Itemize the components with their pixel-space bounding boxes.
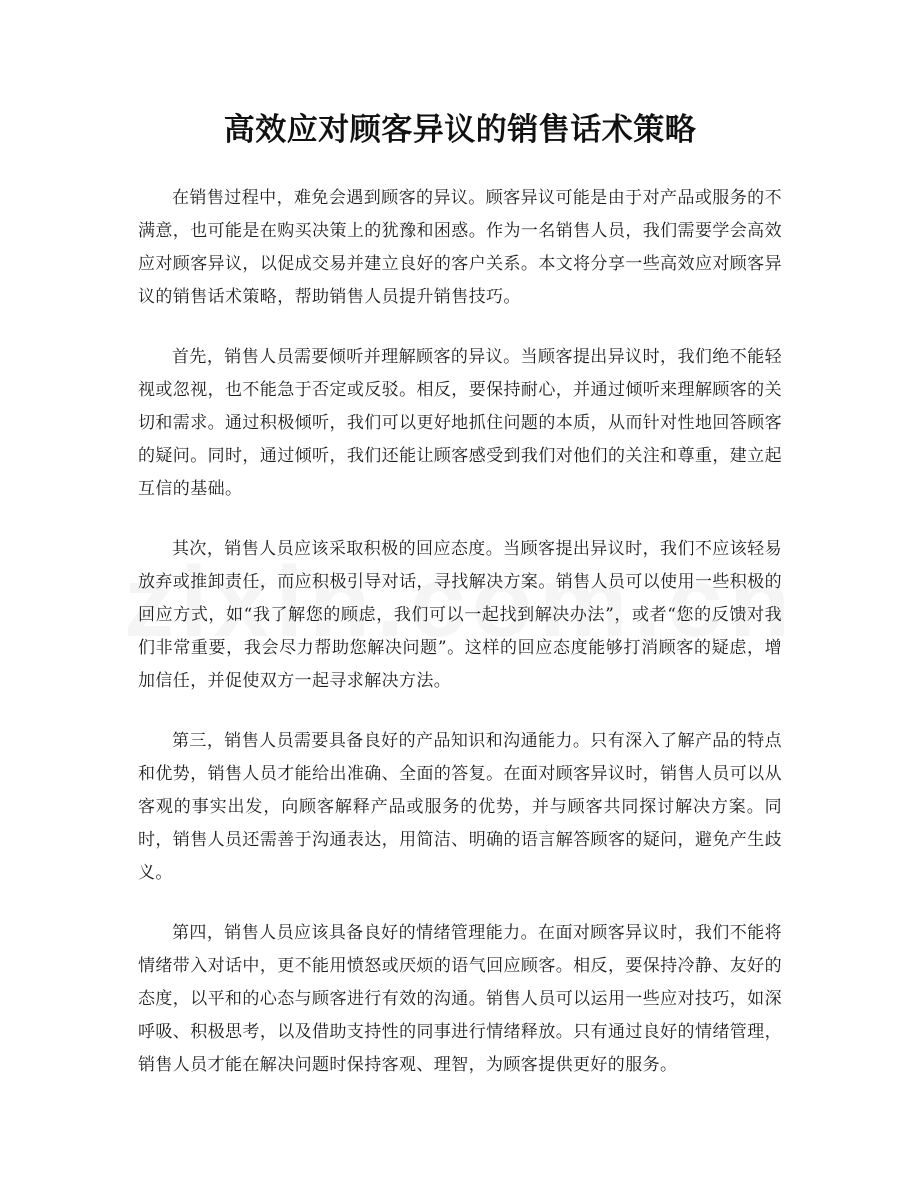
paragraph-fourth: 第四，销售人员应该具备良好的情绪管理能力。在面对顾客异议时，我们不能将情绪带入对话中，更不能用愤怒或厌烦的语气回应顾客。相反，要保持冷静、友好的态度，以平和的心态与顾客进行有效的沟通。销售人员可以运用一些应对技巧，如深呼吸、积极思考，以及借助支持性的同事进行情绪释放。只有通过良好的情绪管理，销售人员才能在解决问题时保持客观、理智，为顾客提供更好的服务。 <box>138 923 782 1075</box>
document-title: 高效应对顾客异议的销售话术策略 <box>223 112 697 148</box>
paragraph-second: 其次，销售人员应该采取积极的回应态度。当顾客提出异议时，我们不应该轻易放弃或推卸责任，而应积极引导对话，寻找解决方案。销售人员可以使用一些积极的回应方式，如“我了解您的顾虑，我们可以一起找到解决办法”，或者“您的反馈对我们非常重要，我会尽力帮助您解决问题”。这样的回应态度能够打消顾客的疑虑，增加信任，并促使双方一起寻求解决方法。 <box>138 539 782 691</box>
document-body <box>138 182 782 1109</box>
paragraph-third: 第三，销售人员需要具备良好的产品知识和沟通能力。只有深入了解产品的特点和优势，销售人员才能给出准确、全面的答复。在面对顾客异议时，销售人员可以从客观的事实出发，向顾客解释产品或服务的优势，并与顾客共同探讨解决方案。同时，销售人员还需善于沟通表达，用简洁、明确的语言解答顾客的疑问，避免产生歧义。 <box>138 731 782 883</box>
paragraph-first: 首先，销售人员需要倾听并理解顾客的异议。当顾客提出异议时，我们绝不能轻视或忽视，也不能急于否定或反驳。相反，要保持耐心，并通过倾听来理解顾客的关切和需求。通过积极倾听，我们可以更好地抓住问题的本质，从而针对性地回答顾客的疑问。同时，通过倾听，我们还能让顾客感受到我们对他们的关注和尊重，建立起互信的基础。 <box>138 347 782 499</box>
paragraph-intro: 在销售过程中，难免会遇到顾客的异议。顾客异议可能是由于对产品或服务的不满意，也可能是在购买决策上的犹豫和困惑。作为一名销售人员，我们需要学会高效应对顾客异议，以促成交易并建立良好的客户关系。本文将分享一些高效应对顾客异议的销售话术策略，帮助销售人员提升销售技巧。 <box>138 188 782 307</box>
